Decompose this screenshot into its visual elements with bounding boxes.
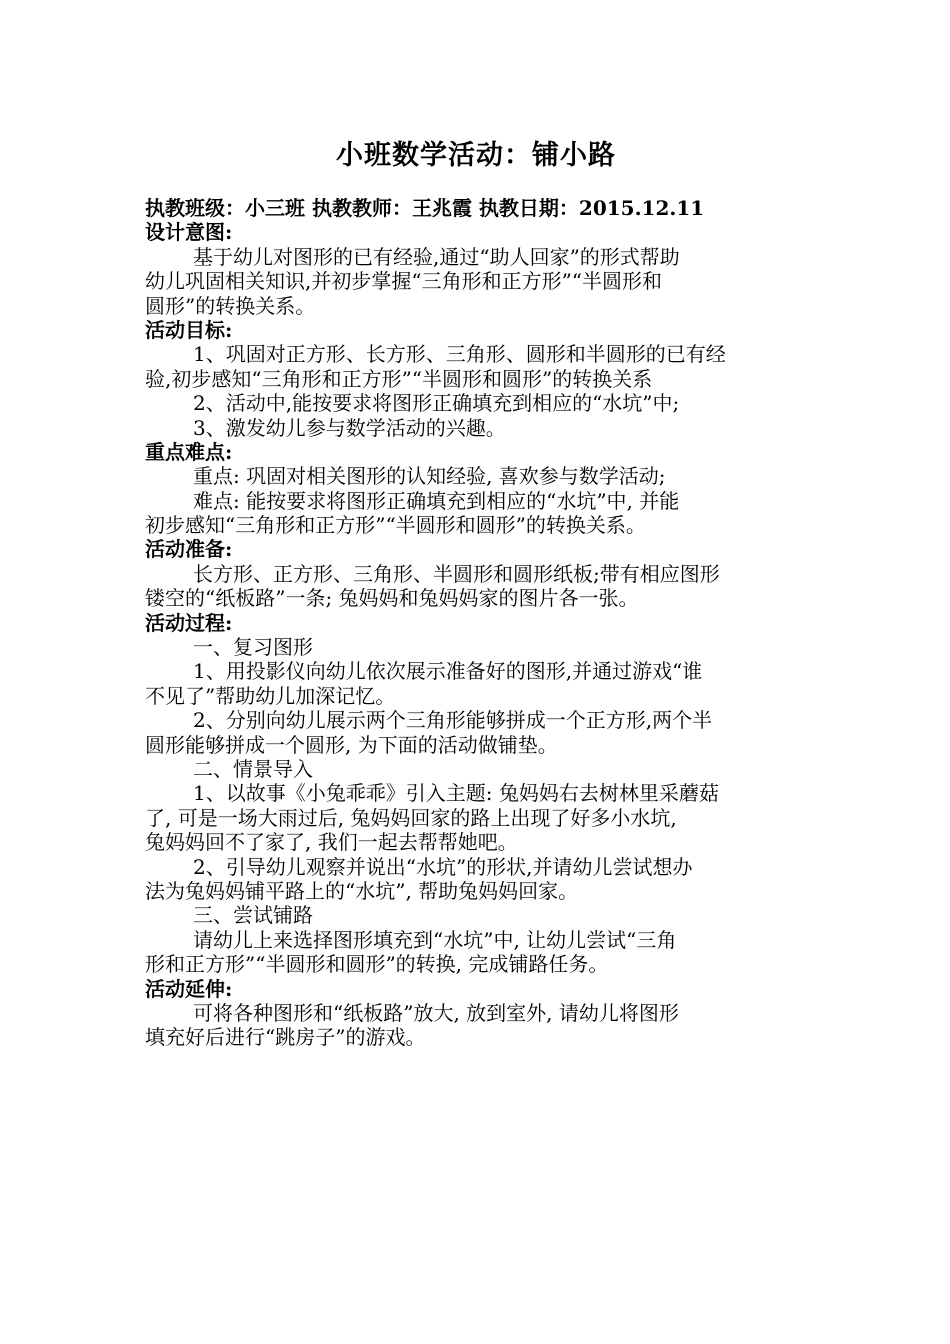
process-text: 形和正方形”“半圆形和圆形”的转换, 完成铺路任务。 — [145, 952, 609, 977]
goals-text: 3、激发幼儿参与数学活动的兴趣。 — [193, 415, 506, 440]
process-text: 圆形能够拼成一个圆形, 为下面的活动做铺垫。 — [145, 732, 558, 757]
design-text: 幼儿巩固相关知识,并初步掌握“三角形和正方形”“半圆形和 — [145, 269, 663, 294]
process-text: 了, 可是一场大雨过后, 兔妈妈回家的路上出现了好多小水坑, — [145, 805, 677, 830]
key-text: 初步感知“三角形和正方形”“半圆形和圆形”的转换关系。 — [145, 513, 646, 538]
process-text: 1、用投影仪向幼儿依次展示准备好的图形,并通过游戏“谁 — [193, 659, 703, 684]
goals-text: 2、活动中,能按要求将图形正确填充到相应的“水坑”中; — [193, 391, 680, 416]
prep-text: 镂空的“纸板路”一条; 兔妈妈和兔妈妈家的图片各一张。 — [145, 586, 639, 611]
goals-text: 1、巩固对正方形、长方形、三角形、圆形和半圆形的已有经 — [193, 342, 726, 367]
extension-text: 可将各种图形和“纸板路”放大, 放到室外, 请幼儿将图形 — [193, 1000, 679, 1025]
design-text: 基于幼儿对图形的已有经验,通过“助人回家”的形式帮助 — [193, 244, 680, 269]
process-text: 法为兔妈妈铺平路上的“水坑”, 帮助兔妈妈回家。 — [145, 878, 579, 903]
key-heading: 重点难点: — [145, 439, 233, 464]
process-text: 2、分别向幼儿展示两个三角形能够拼成一个正方形,两个半 — [193, 708, 713, 733]
design-text: 圆形”的转换关系。 — [145, 293, 316, 318]
goals-text: 验,初步感知“三角形和正方形”“半圆形和圆形”的转换关系 — [145, 366, 653, 391]
key-text: 难点: 能按要求将图形正确填充到相应的“水坑”中, 并能 — [193, 488, 680, 513]
process-text: 请幼儿上来选择图形填充到“水坑”中, 让幼儿尝试“三角 — [193, 927, 677, 952]
process-subheading: 一、复习图形 — [193, 635, 313, 660]
extension-heading: 活动延伸: — [145, 976, 233, 1001]
meta-line: 执教班级：小三班 执教教师：王兆霞 执教日期：2015.12.11 — [145, 196, 705, 220]
key-text: 重点: 巩固对相关图形的认知经验, 喜欢参与数学活动; — [193, 464, 666, 489]
page-title: 小班数学活动：铺小路 — [336, 140, 616, 171]
prep-text: 长方形、正方形、三角形、半圆形和圆形纸板;带有相应图形 — [193, 561, 720, 586]
process-subheading: 二、情景导入 — [193, 756, 313, 781]
process-subheading: 三、尝试铺路 — [193, 903, 313, 928]
prep-heading: 活动准备: — [145, 537, 233, 562]
process-text: 2、引导幼儿观察并说出“水坑”的形状,并请幼儿尝试想办 — [193, 854, 693, 879]
process-text: 不见了”帮助幼儿加深记忆。 — [145, 683, 396, 708]
design-heading: 设计意图: — [145, 220, 233, 245]
document-body — [145, 196, 807, 1050]
process-text: 1、以故事《小兔乖乖》引入主题: 兔妈妈右去树林里采蘑菇 — [193, 781, 719, 806]
goals-heading: 活动目标: — [145, 317, 233, 342]
process-text: 兔妈妈回不了家了, 我们一起去帮帮她吧。 — [145, 830, 518, 855]
extension-text: 填充好后进行“跳房子”的游戏。 — [145, 1025, 426, 1050]
process-heading: 活动过程: — [145, 610, 233, 635]
